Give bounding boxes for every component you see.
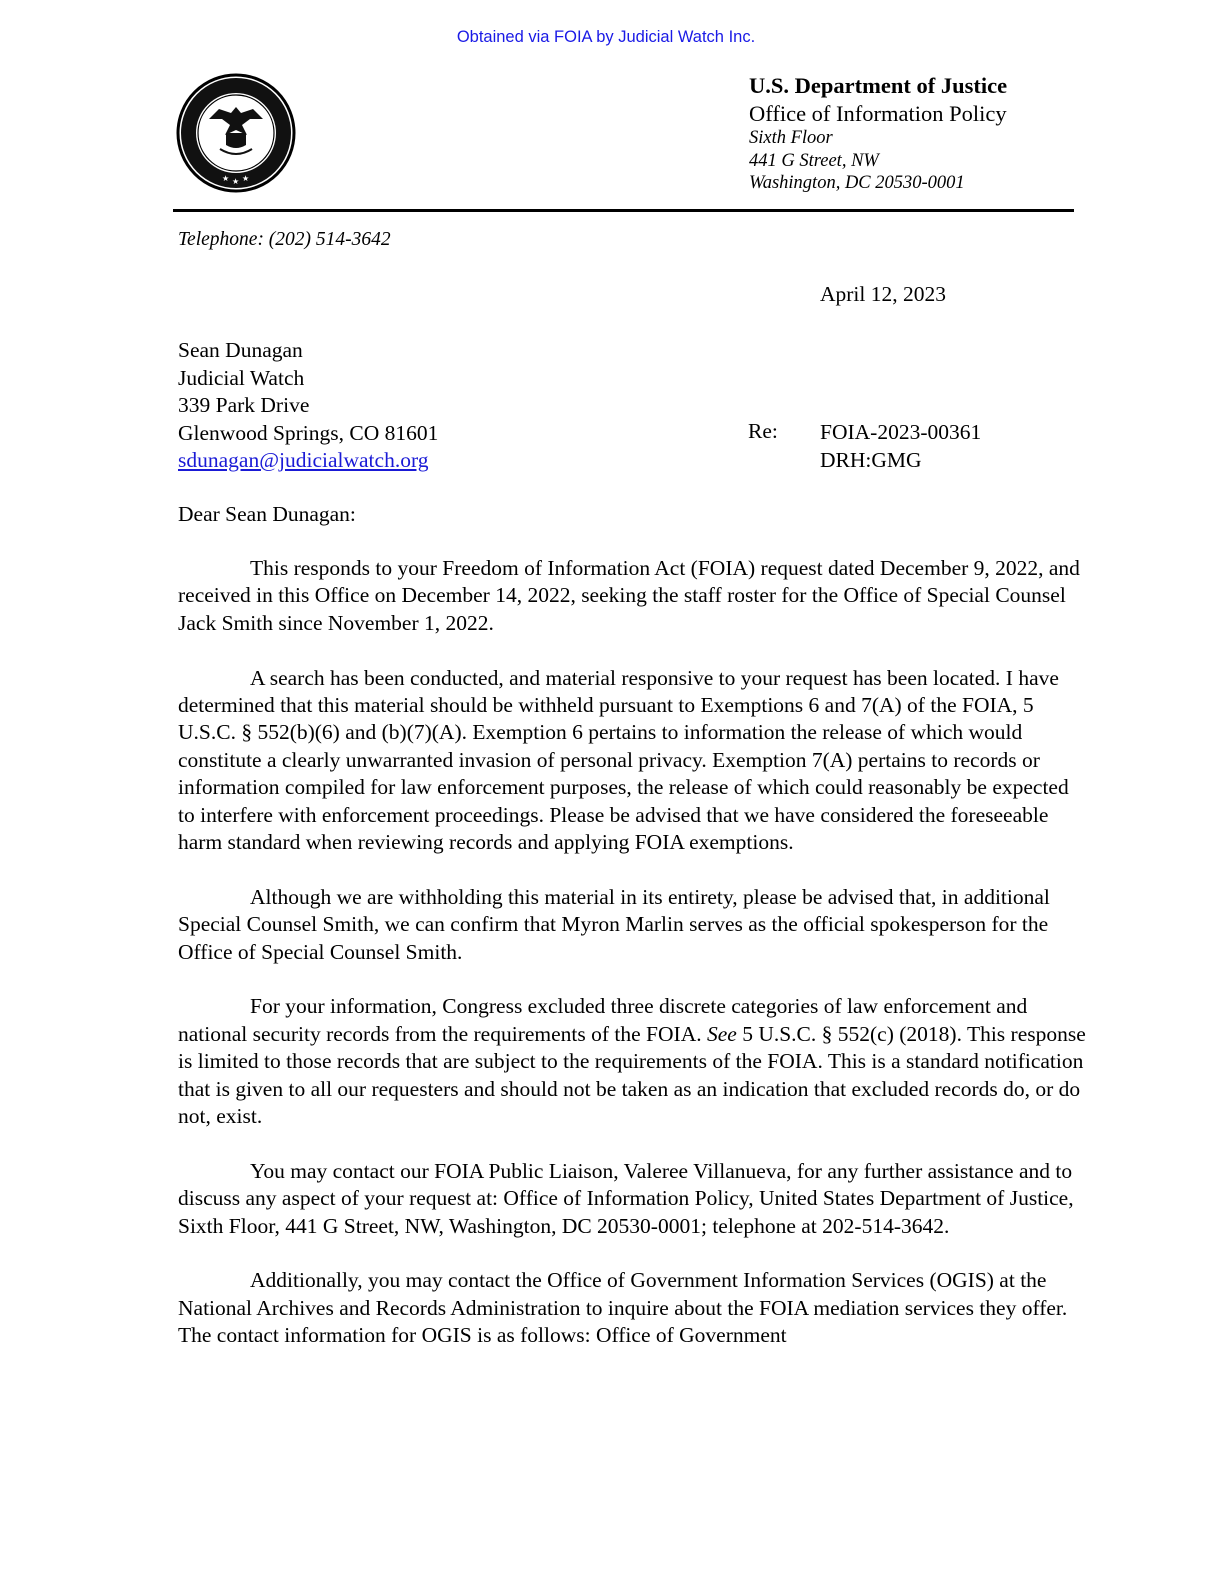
- recipient-email-link[interactable]: sdunagan@judicialwatch.org: [178, 448, 429, 472]
- doj-seal-icon: [176, 73, 296, 193]
- foia-watermark: Obtained via FOIA by Judicial Watch Inc.: [456, 28, 756, 46]
- reference-block: [820, 419, 981, 474]
- reference-code: DRH:GMG: [820, 447, 922, 472]
- paragraph-1: This responds to your Freedom of Information Act (FOIA) request dated December 9, 2022, and received in this Office on December 14, 2022, seeking the staff roster for the Office of Special Counsel Jack Smith since November 1, 2022.: [178, 556, 1080, 635]
- letterhead: [749, 71, 1007, 195]
- recipient-address: [178, 337, 438, 475]
- reference-label: Re:: [748, 419, 778, 443]
- paragraph-6: Additionally, you may contact the Office of Government Information Services (OGIS) at the National Archives and Records Administration to inquire about the FOIA mediation services they offer. The contact information for OGIS is as follows: Office of Government: [178, 1268, 1068, 1348]
- paragraph-5: You may contact our FOIA Public Liaison, Valeree Villanueva, for any further assistance and to discuss any aspect of your request at: Office of Information Policy, United States Department of Justice, Sixth Floor, 441 G Street, NW, Washington, DC 20530-0001; telephone at 202-514-3642.: [178, 1158, 1074, 1238]
- svg-text:★: ★: [242, 174, 250, 183]
- paragraph-4-see: See: [706, 1021, 737, 1046]
- reference-number: FOIA-2023-00361: [820, 420, 982, 444]
- svg-text:★: ★: [222, 174, 230, 183]
- recipient-organization: Judicial Watch: [178, 365, 305, 390]
- letterhead-divider: [173, 209, 1074, 212]
- paragraph-4-part-b: 5 U.S.C. § 552(c) (2018). This response is limited to those records that are subject to the requirements of the FOIA. This is a standard notification that is given to all our requesters and should not be taken as an indication that excluded records do, or do not, exist.: [178, 1021, 1086, 1129]
- office-floor: Sixth Floor: [749, 128, 833, 148]
- recipient-name: Sean Dunagan: [178, 338, 303, 362]
- salutation: Dear Sean Dunagan:: [178, 502, 356, 526]
- paragraph-2: A search has been conducted, and material responsive to your request has been located. I have determined that this material should be withheld pursuant to Exemptions 6 and 7(A) of the FOIA, 5 U.S.C. § 552(b)(6) and (b)(7)(A). Exemption 6 pertains to information the release of which would constitute a clearly unwarranted invasion of personal privacy. Exemption 7(A) pertains to records or information compiled for law enforcement purposes, the release of which could reasonably be expected to interfere with enforcement proceedings. Please be advised that we have considered the foreseeable harm standard when reviewing records and applying FOIA exemptions.: [178, 665, 1069, 855]
- paragraph-3: Although we are withholding this material in its entirety, please be advised that, in additional Special Counsel Smith, we can confirm that Myron Marlin serves as the official spokesperson for the Office of Special Counsel Smith.: [178, 884, 1050, 964]
- paragraph-4: [178, 993, 1090, 1130]
- recipient-street: 339 Park Drive: [178, 393, 310, 417]
- office-name: Office of Information Policy: [749, 101, 1007, 126]
- letter-date: April 12, 2023: [820, 282, 947, 306]
- recipient-city: Glenwood Springs, CO 81601: [178, 420, 439, 445]
- letter-body: [178, 555, 1090, 1377]
- telephone: Telephone: (202) 514-3642: [178, 229, 391, 250]
- svg-text:★: ★: [232, 177, 240, 186]
- office-city: Washington, DC 20530-0001: [749, 173, 965, 193]
- paragraph-4-part-a: For your information, Congress excluded three discrete categories of law enforcement and national security records from the requirements of the FOIA.: [178, 994, 1028, 1046]
- office-street: 441 G Street, NW: [749, 150, 879, 171]
- department-name: U.S. Department of Justice: [749, 73, 1008, 98]
